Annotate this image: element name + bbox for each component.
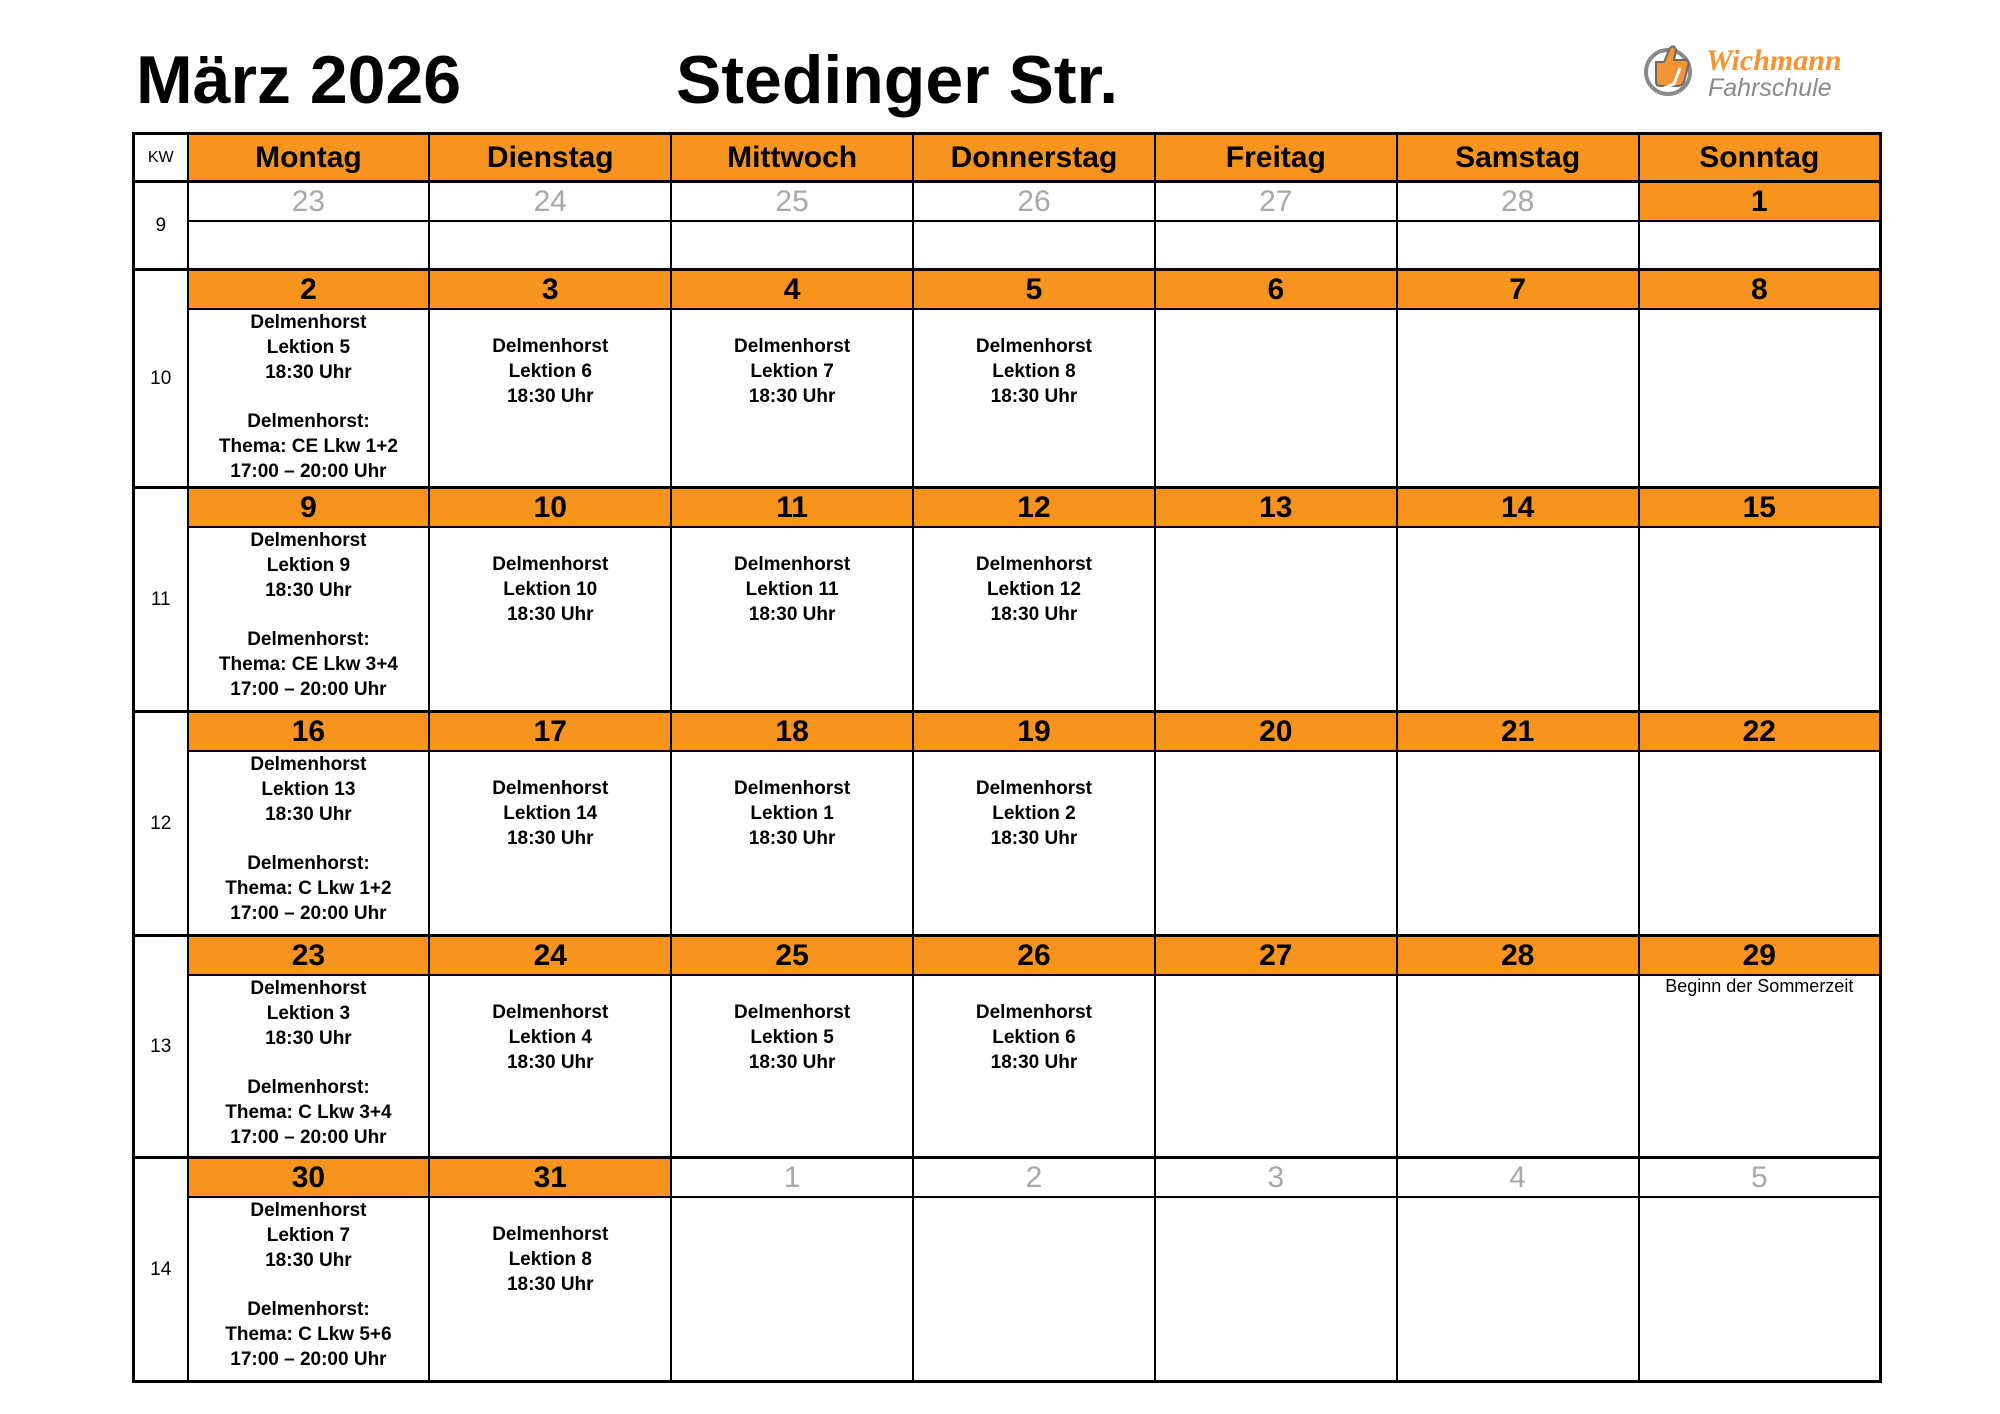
event-line: Lektion 9 — [266, 555, 351, 576]
week-date-row — [134, 488, 1881, 528]
kw-number: 9 — [134, 182, 188, 270]
day-cell — [1639, 309, 1881, 488]
event-line: Lektion 5 — [750, 1027, 834, 1048]
event-line: Delmenhorst — [492, 1002, 609, 1023]
day-cell — [188, 527, 430, 712]
event-line: 17:00 – 20:00 Uhr — [230, 1127, 387, 1148]
day-number: 1 — [671, 1158, 913, 1198]
event-spacer — [189, 1051, 429, 1075]
week-event-row — [134, 1197, 1881, 1382]
event-line: Thema: CE Lkw 1+2 — [218, 436, 398, 457]
weekday-header: Dienstag — [429, 134, 671, 182]
event-line: Thema: C Lkw 1+2 — [225, 878, 392, 899]
day-cell — [188, 221, 430, 270]
day-number: 2 — [913, 1158, 1155, 1198]
day-number: 28 — [1397, 936, 1639, 976]
event-line: Lektion 6 — [508, 361, 592, 382]
event-line: 18:30 Uhr — [506, 1274, 594, 1295]
week-date-row — [134, 712, 1881, 752]
day-cell — [913, 1197, 1155, 1382]
event-line: 18:30 Uhr — [990, 1052, 1078, 1073]
event-line: 18:30 Uhr — [748, 386, 836, 407]
kw-header: KW — [134, 134, 188, 182]
logo-subtitle: Fahrschule — [1708, 74, 1832, 102]
week-date-row — [134, 936, 1881, 976]
day-cell — [429, 309, 671, 488]
day-number: 4 — [1397, 1158, 1639, 1198]
event-line: Delmenhorst — [250, 978, 367, 999]
event-line: Thema: CE Lkw 3+4 — [218, 654, 398, 675]
day-cell — [1397, 751, 1639, 936]
day-note: Beginn der Sommerzeit — [1665, 976, 1854, 996]
day-cell — [188, 309, 430, 488]
event-line: 18:30 Uhr — [265, 1028, 352, 1049]
day-cell — [429, 1197, 671, 1382]
event-line: 18:30 Uhr — [506, 1052, 594, 1073]
week-event-row — [134, 527, 1881, 712]
day-number: 17 — [429, 712, 671, 752]
event-line: Delmenhorst — [492, 1224, 609, 1245]
day-cell — [1155, 527, 1397, 712]
day-cell — [1397, 1197, 1639, 1382]
day-cell — [1397, 975, 1639, 1158]
day-number: 21 — [1397, 712, 1639, 752]
event-line: Lektion 14 — [503, 803, 598, 824]
weekday-header: Montag — [188, 134, 430, 182]
day-cell — [913, 221, 1155, 270]
day-cell — [1397, 309, 1639, 488]
day-number: 4 — [671, 270, 913, 310]
event-line: 17:00 – 20:00 Uhr — [230, 679, 387, 700]
event-line: 18:30 Uhr — [506, 386, 594, 407]
day-cell — [913, 309, 1155, 488]
event-line: Delmenhorst — [250, 1200, 367, 1221]
event-line: Delmenhorst — [734, 554, 851, 575]
day-number: 12 — [913, 488, 1155, 528]
weekday-header: Sonntag — [1639, 134, 1881, 182]
event-line: 18:30 Uhr — [990, 604, 1078, 625]
location-title: Stedinger Str. — [676, 42, 1119, 118]
day-cell — [671, 527, 913, 712]
day-number: 3 — [1155, 1158, 1397, 1198]
event-line: Lektion 7 — [266, 1225, 351, 1246]
day-number: 27 — [1155, 182, 1397, 222]
event-line: Delmenhorst — [734, 778, 851, 799]
event-line: Lektion 4 — [508, 1027, 592, 1048]
day-cell — [671, 975, 913, 1158]
event-line: Lektion 2 — [992, 803, 1076, 824]
day-cell — [1155, 751, 1397, 936]
week-date-row — [134, 1158, 1881, 1198]
day-number: 19 — [913, 712, 1155, 752]
event-line: Thema: C Lkw 3+4 — [225, 1102, 392, 1123]
week-event-row — [134, 975, 1881, 1158]
page-title: März 2026 — [136, 42, 462, 118]
event-line: 18:30 Uhr — [748, 1052, 836, 1073]
event-line: Delmenhorst — [492, 336, 609, 357]
event-line: Delmenhorst — [975, 554, 1093, 575]
event-line: Delmenhorst: — [247, 629, 370, 650]
event-line: 18:30 Uhr — [990, 386, 1078, 407]
weekday-header-row — [134, 134, 1881, 182]
kw-number: 11 — [134, 488, 188, 712]
event-line: 18:30 Uhr — [990, 828, 1078, 849]
day-number: 3 — [429, 270, 671, 310]
event-line: 18:30 Uhr — [265, 804, 352, 825]
day-number: 18 — [671, 712, 913, 752]
event-line: 18:30 Uhr — [748, 604, 836, 625]
event-line: 18:30 Uhr — [265, 362, 352, 383]
event-line: 18:30 Uhr — [265, 580, 352, 601]
event-line: 17:00 – 20:00 Uhr — [230, 1349, 387, 1370]
day-cell — [913, 975, 1155, 1158]
kw-number: 13 — [134, 936, 188, 1158]
week-event-row — [134, 221, 1881, 270]
event-spacer — [189, 1273, 429, 1297]
event-line: 17:00 – 20:00 Uhr — [230, 461, 387, 482]
event-line: Delmenhorst: — [247, 1299, 370, 1320]
day-cell — [188, 751, 430, 936]
event-line: Lektion 7 — [750, 361, 834, 382]
day-number: 20 — [1155, 712, 1397, 752]
day-number: 31 — [429, 1158, 671, 1198]
day-number: 14 — [1397, 488, 1639, 528]
weekday-header: Samstag — [1397, 134, 1639, 182]
day-cell — [1155, 975, 1397, 1158]
day-number: 23 — [188, 936, 430, 976]
event-line: 18:30 Uhr — [748, 828, 836, 849]
day-number: 9 — [188, 488, 430, 528]
event-line: Lektion 8 — [508, 1249, 592, 1270]
event-line: Lektion 1 — [750, 803, 834, 824]
event-line: Delmenhorst — [250, 312, 367, 333]
event-line: Delmenhorst — [734, 1002, 851, 1023]
day-number: 2 — [188, 270, 430, 310]
day-cell — [1639, 221, 1881, 270]
kw-number: 10 — [134, 270, 188, 488]
day-number: 23 — [188, 182, 430, 222]
event-line: Lektion 10 — [503, 579, 598, 600]
event-line: Delmenhorst — [250, 530, 367, 551]
day-number: 11 — [671, 488, 913, 528]
event-line: Lektion 5 — [266, 337, 351, 358]
day-cell — [429, 221, 671, 270]
event-line: Lektion 12 — [986, 579, 1081, 600]
day-cell — [1397, 527, 1639, 712]
event-line: Delmenhorst — [975, 778, 1093, 799]
event-line: 18:30 Uhr — [506, 604, 594, 625]
event-line: Delmenhorst: — [247, 853, 370, 874]
event-spacer — [189, 385, 429, 409]
week-event-row — [134, 309, 1881, 488]
calendar-table — [132, 132, 1882, 1383]
day-cell — [671, 309, 913, 488]
event-line: Lektion 6 — [992, 1027, 1076, 1048]
day-cell — [1639, 751, 1881, 936]
day-cell — [671, 221, 913, 270]
day-number: 25 — [671, 182, 913, 222]
day-number: 29 — [1639, 936, 1881, 976]
event-line: Lektion 11 — [745, 579, 839, 600]
day-number: 24 — [429, 936, 671, 976]
event-line: Delmenhorst — [492, 778, 609, 799]
event-line: Delmenhorst — [492, 554, 609, 575]
day-cell — [913, 751, 1155, 936]
day-number: 28 — [1397, 182, 1639, 222]
event-line: Delmenhorst — [250, 754, 367, 775]
day-number: 10 — [429, 488, 671, 528]
day-number: 1 — [1639, 182, 1881, 222]
kw-number: 14 — [134, 1158, 188, 1382]
day-cell — [913, 527, 1155, 712]
event-line: Lektion 3 — [266, 1003, 351, 1024]
day-cell — [1155, 1197, 1397, 1382]
day-number: 15 — [1639, 488, 1881, 528]
day-number: 6 — [1155, 270, 1397, 310]
day-number: 8 — [1639, 270, 1881, 310]
day-cell — [429, 751, 671, 936]
day-cell — [429, 527, 671, 712]
week-date-row — [134, 182, 1881, 222]
day-cell — [188, 1197, 430, 1382]
event-line: 17:00 – 20:00 Uhr — [230, 903, 387, 924]
day-cell — [1639, 975, 1881, 1158]
school-logo — [1634, 34, 1879, 106]
event-line: Delmenhorst: — [247, 411, 370, 432]
event-line: Delmenhorst: — [247, 1077, 370, 1098]
day-cell — [671, 1197, 913, 1382]
day-cell — [429, 975, 671, 1158]
day-number: 5 — [913, 270, 1155, 310]
day-number: 7 — [1397, 270, 1639, 310]
weekday-header: Freitag — [1155, 134, 1397, 182]
day-number: 30 — [188, 1158, 430, 1198]
weekday-header: Donnerstag — [913, 134, 1155, 182]
event-line: Delmenhorst — [975, 1002, 1093, 1023]
day-cell — [671, 751, 913, 936]
kw-number: 12 — [134, 712, 188, 936]
day-cell — [188, 975, 430, 1158]
day-cell — [1639, 1197, 1881, 1382]
day-number: 5 — [1639, 1158, 1881, 1198]
day-number: 25 — [671, 936, 913, 976]
day-number: 16 — [188, 712, 430, 752]
thumbs-up-icon — [1634, 34, 1702, 102]
day-cell — [1155, 221, 1397, 270]
day-number: 27 — [1155, 936, 1397, 976]
event-spacer — [189, 827, 429, 851]
day-number: 13 — [1155, 488, 1397, 528]
day-number: 22 — [1639, 712, 1881, 752]
event-line: 18:30 Uhr — [506, 828, 594, 849]
event-line: Delmenhorst — [975, 336, 1093, 357]
event-line: 18:30 Uhr — [265, 1250, 352, 1271]
day-cell — [1155, 309, 1397, 488]
event-spacer — [189, 603, 429, 627]
event-line: Delmenhorst — [734, 336, 851, 357]
day-number: 26 — [913, 182, 1155, 222]
day-cell — [1639, 527, 1881, 712]
event-line: Lektion 13 — [261, 779, 356, 800]
day-number: 26 — [913, 936, 1155, 976]
day-number: 24 — [429, 182, 671, 222]
event-line: Thema: C Lkw 5+6 — [225, 1324, 392, 1345]
week-event-row — [134, 751, 1881, 936]
weekday-header: Mittwoch — [671, 134, 913, 182]
logo-wordmark: Wichmann — [1706, 44, 1842, 77]
week-date-row — [134, 270, 1881, 310]
day-cell — [1397, 221, 1639, 270]
event-line: Lektion 8 — [992, 361, 1076, 382]
